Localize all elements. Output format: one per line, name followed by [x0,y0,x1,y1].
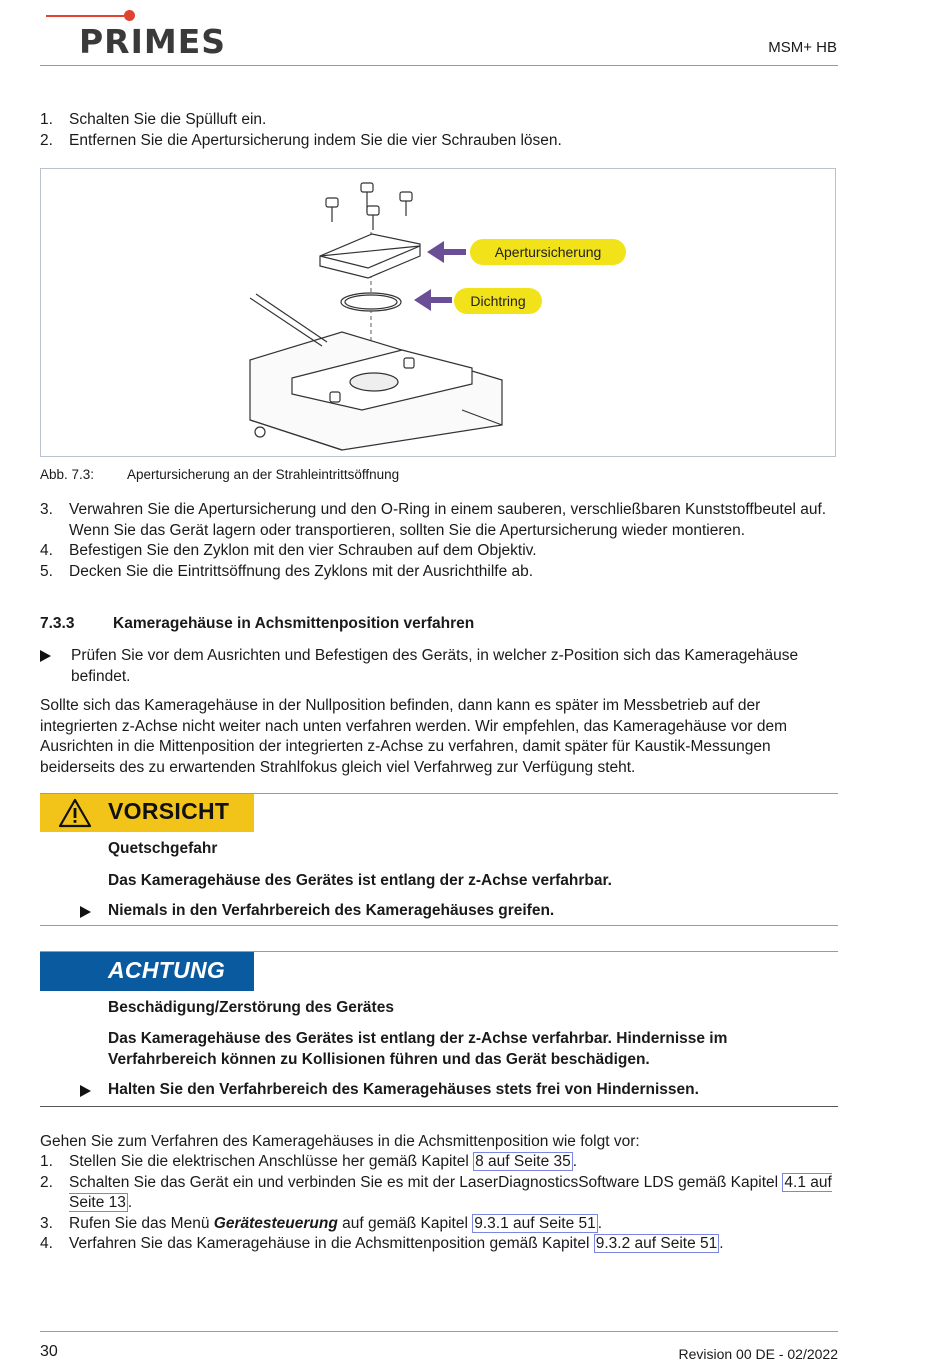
caution-bottom-rule [40,925,838,926]
brand-logo: PRIMES [79,22,227,61]
list-item: 2. Entfernen Sie die Apertursicherung indem Sie die vier Schrauben lösen. [40,131,562,149]
link-chapter-8[interactable]: 8 auf Seite 35 [475,1153,571,1170]
notice-label: ACHTUNG [108,957,226,983]
list-item: 1. Schalten Sie die Spülluft ein. [40,111,267,128]
section-title: Kameragehäuse in Achsmittenposition verfahren [113,615,475,632]
notice-action: Halten Sie den Verfahrbereich des Kameragehäuses stets frei von Hindernissen. [80,1081,840,1099]
header-divider [40,65,838,66]
logo-dot-icon [124,10,135,21]
section-paragraph: Sollte sich das Kameragehäuse in der Nullposition befinden, dann kann es später im Messbetrieb auf der integrierten z-Achse nicht weiter nach unten verfahren werden. Wir empfehlen, das Kameragehäuse vor dem Ausrichten in die Mittenposition der integrierten z-Achse zu verfahren, damit später für Kaustik-Messungen beiderseits des zu erwartenden Strahlfokus gleich viel Verfahrweg zur Verfügung steht. [40,697,787,776]
document-title: MSM+ HB [768,39,837,56]
footer-divider [40,1331,838,1332]
bullet-triangle-icon [80,906,91,918]
steps-mid-list [40,500,840,582]
caution-text: Das Kameragehäuse des Gerätes ist entlang der z-Achse verfahrbar. [108,872,612,889]
menu-name: Gerätesteuerung [213,1214,338,1232]
screw-icon [326,198,338,222]
caution-action: Niemals in den Verfahrbereich des Kameragehäuses greifen. [80,902,840,920]
logo-accent-line [46,15,124,17]
notice-bottom-rule [40,1106,838,1107]
section-number: 7.3.3 [40,615,75,632]
aperture-diagram [42,170,834,455]
section-bullet: Prüfen Sie vor dem Ausrichten und Befestigen des Geräts, in welcher z-Position sich das Kameragehäuse befindet. [40,646,840,687]
procedure-intro: Gehen Sie zum Verfahren des Kameragehäuses in die Achsmittenposition wie folgt vor: [40,1133,640,1150]
list-item: 4. Verfahren Sie das Kameragehäuse in die Achsmittenposition gemäß Kapitel 9.3.2 auf Seite 51 . [40,1235,724,1252]
revision-label: Revision 00 DE - 02/2022 [678,1346,838,1362]
list-item: 1. Stellen Sie die elektrischen Anschlüsse her gemäß Kapitel 8 auf Seite 35 . [40,1153,578,1170]
list-item: 4. Befestigen Sie den Zyklon mit den vier Schrauben auf dem Objektiv. [40,542,537,559]
link-chapter-9-3-1[interactable]: 9.3.1 auf Seite 51 [474,1214,596,1232]
callout-sealing-ring: Dichtring [470,293,526,309]
warning-triangle-icon [58,797,92,829]
screw-icon [400,192,412,216]
link-chapter-9-3-2[interactable]: 9.3.2 auf Seite 51 [595,1235,718,1252]
notice-subtitle: Beschädigung/Zerstörung des Gerätes [108,999,394,1016]
steps-top-list [40,110,840,151]
list-item: 3. Verwahren Sie die Apertursicherung und den O-Ring in einem sauberen, verschließbaren Kunststoffbeutel auf. Wenn Sie das Gerät lagern oder transportieren, sollten Sie die Apertursicherung wieder montieren. [40,501,827,539]
link-chapter-4-1[interactable]: 4.1 auf Seite 13 [69,1173,832,1211]
procedure-list [40,1152,840,1255]
screw-icon [367,206,379,230]
figure-caption-text: Apertursicherung an der Strahleintrittsöffnung [127,467,400,482]
figure-caption-label: Abb. 7.3: [40,467,95,482]
caution-label: VORSICHT [108,798,230,824]
page-number: 30 [40,1343,58,1360]
list-item: 2. Schalten Sie das Gerät ein und verbinden Sie es mit der LaserDiagnosticsSoftware LDS gemäß Kapitel 4.1 auf Seite 13 . [40,1173,832,1211]
caution-subtitle: Quetschgefahr [108,840,218,857]
bullet-triangle-icon [40,650,51,662]
list-item: 3. Rufen Sie das Menü Gerätesteuerung auf gemäß Kapitel 9.3.1 auf Seite 51 . [40,1214,603,1232]
bullet-triangle-icon [80,1085,91,1097]
callout-aperture: Apertursicherung [494,244,602,260]
notice-text: Das Kameragehäuse des Gerätes ist entlang der z-Achse verfahrbar. Hindernisse im Verfahrbereich können zu Kollisionen führen und das Gerät beschädigen. [108,1030,728,1068]
list-item: 5. Decken Sie die Eintrittsöffnung des Zyklons mit der Ausrichthilfe ab. [40,562,534,580]
